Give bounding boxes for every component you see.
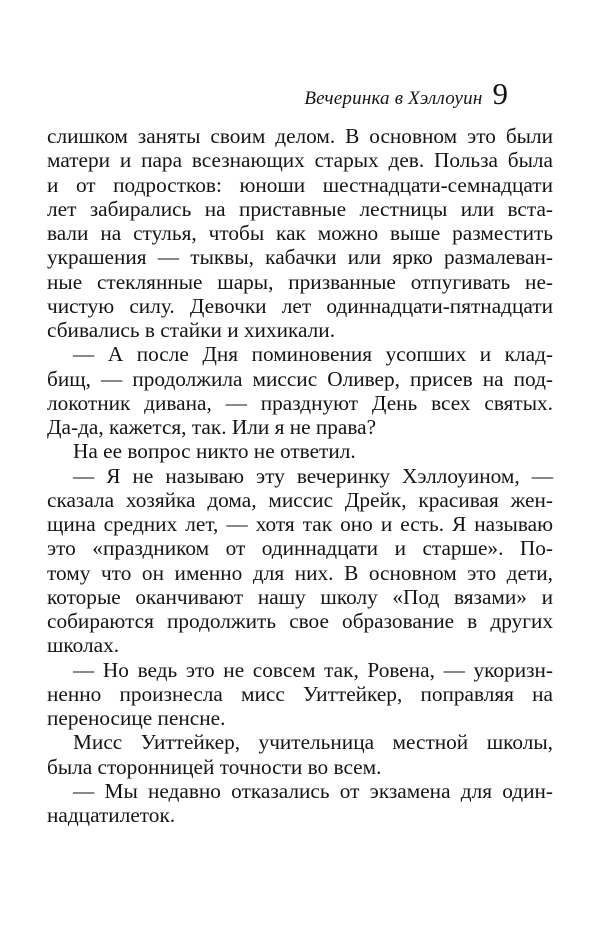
text-line: щина средних лет, — хотя так оно и есть. Я называю <box>47 512 553 536</box>
running-title: Вечеринка в Хэллоуин <box>304 88 483 109</box>
text-line: Мисс Уиттейкер, учительница местной школы, <box>73 730 553 755</box>
running-head <box>304 78 508 110</box>
text-line: лет забирались на приставные лестницы или вста- <box>47 196 553 221</box>
text-line: собираются продолжить свое образование в других <box>47 609 553 633</box>
text-line: и от подростков: юноши шестнадцати-семнадцати <box>47 172 553 197</box>
text-line: сбивались в стайки и хихикали. <box>47 318 336 342</box>
text-line: вали на стулья, чтобы как можно выше разместить <box>47 221 553 245</box>
text-line: школах. <box>47 633 120 658</box>
text-line: чистую силу. Девочки лет одиннадцати-пятнадцати <box>47 293 553 318</box>
page-number: 9 <box>492 76 508 111</box>
text-line: которые оканчивают нашу школу «Под вязами» и <box>47 584 553 609</box>
text-line: — Я не называю эту вечеринку Хэллоуином, — <box>73 463 553 488</box>
text-line: бищ, — продолжила миссис Оливер, присев на под- <box>47 366 553 391</box>
body-text <box>47 124 553 827</box>
text-line: это «праздником от одиннадцати и старше». По- <box>47 536 553 561</box>
text-line: — Но ведь это не совсем так, Ровена, — укоризн- <box>73 657 553 682</box>
text-line: матери и пара всезнающих старых дев. Польза была <box>47 148 553 173</box>
text-line: На ее вопрос никто не ответил. <box>73 439 356 464</box>
text-line: украшения — тыквы, кабачки или ярко размалеван- <box>47 245 553 270</box>
text-line: тому что он именно для них. В основном это дети, <box>47 560 553 585</box>
text-line: была сторонницей точности во всем. <box>47 754 382 779</box>
text-line: — Мы недавно отказались от экзамена для один- <box>73 778 553 803</box>
text-line: ненно произнесла мисс Уиттейкер, поправляя на <box>47 681 553 706</box>
text-line: переносице пенсне. <box>47 706 226 730</box>
text-line: Да-да, кажется, так. Или я не права? <box>47 415 377 439</box>
text-line: слишком заняты своим делом. В основном это были <box>47 124 553 148</box>
text-line: надцатилеток. <box>47 803 176 827</box>
text-line: — А после Дня поминовения усопших и клад- <box>73 342 553 367</box>
text-line: сказала хозяйка дома, миссис Дрейк, красивая жен- <box>47 487 553 512</box>
text-line: ные стеклянные шары, призванные отпугивать не- <box>47 269 553 294</box>
text-line: локотник дивана, — празднуют День всех святых. <box>47 390 553 415</box>
